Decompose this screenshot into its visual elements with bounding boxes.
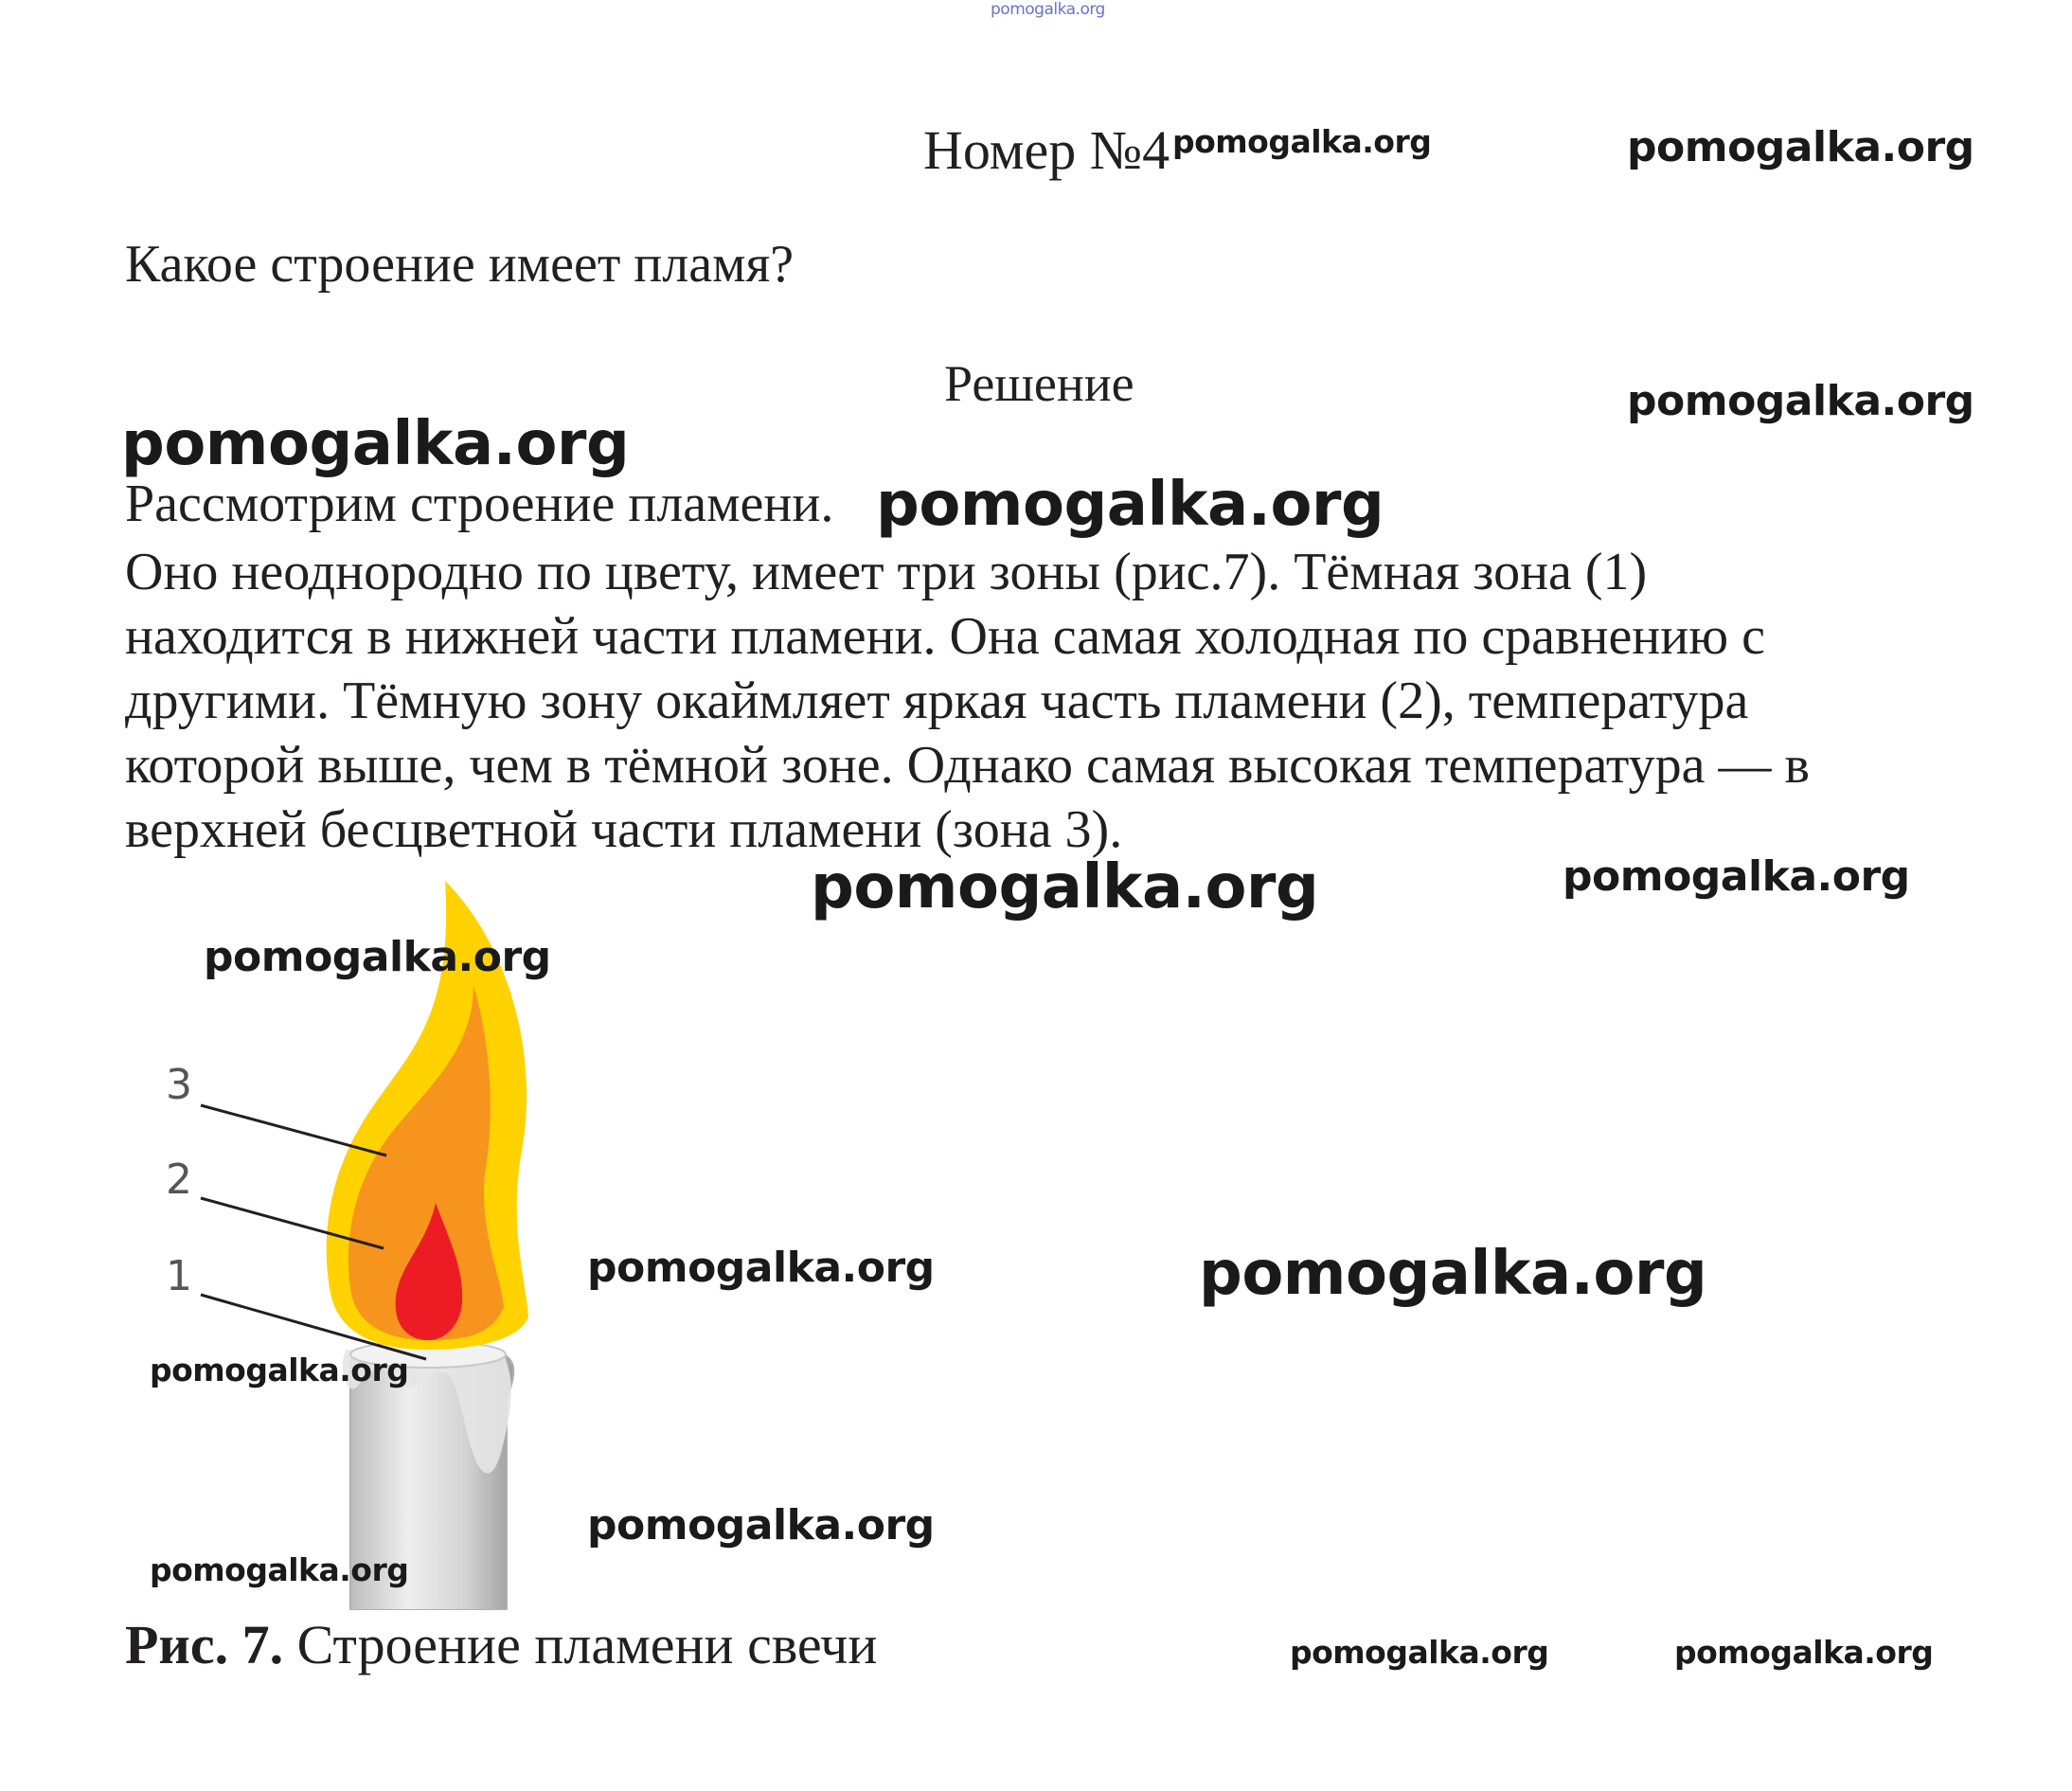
- candle-flame-illustration: [152, 871, 568, 1610]
- watermark-figure-top: pomogalka.org: [204, 933, 551, 981]
- watermark-figure-left-2: pomogalka.org: [150, 1551, 409, 1588]
- solution-title: Решение: [944, 355, 1134, 412]
- watermark-figure-right-2: pomogalka.org: [587, 1501, 935, 1549]
- zone-label-2: 2: [166, 1155, 192, 1204]
- figure-caption: [125, 1613, 877, 1676]
- watermark-figure-right-1: pomogalka.org: [587, 1244, 935, 1292]
- candle-flame-figure: [152, 871, 568, 1610]
- body-line: Оно неоднородно по цвету, имеет три зоны (рис.7). Тёмная зона (1): [125, 543, 1648, 601]
- watermark-bottom-right-1: pomogalka.org: [1290, 1634, 1549, 1671]
- body-line: находится в нижней части пламени. Она самая холодная по сравнению с: [125, 607, 1765, 666]
- watermark-right-mid: pomogalka.org: [1563, 852, 1910, 901]
- body-paragraph: [125, 540, 1981, 862]
- question-text: Какое строение имеет пламя?: [125, 235, 795, 294]
- zone-label-1: 1: [166, 1252, 192, 1300]
- watermark-top: pomogalka.org: [991, 0, 1105, 19]
- watermark-figure-left-1: pomogalka.org: [150, 1352, 409, 1388]
- watermark-header-right: pomogalka.org: [1627, 123, 1974, 171]
- watermark-inline-intro: pomogalka.org: [876, 470, 1384, 540]
- caption-text: Строение пламени свечи: [283, 1614, 878, 1675]
- intro-text: Рассмотрим строение пламени.: [125, 475, 834, 533]
- problem-number-title: Номер №4: [923, 119, 1170, 181]
- watermark-solution-right: pomogalka.org: [1627, 377, 1974, 425]
- body-line: верхней бесцветной части пламени (зона 3).: [125, 800, 1123, 859]
- caption-prefix: Рис. 7.: [125, 1614, 284, 1675]
- watermark-bottom-right-2: pomogalka.org: [1674, 1634, 1934, 1671]
- watermark-header-inline: pomogalka.org: [1172, 123, 1432, 160]
- body-line: которой выше, чем в тёмной зоне. Однако самая высокая температура — в: [125, 736, 1810, 795]
- zone-label-3: 3: [166, 1061, 192, 1109]
- body-line: другими. Тёмную зону окаймляет яркая часть пламени (2), температура: [125, 672, 1749, 730]
- watermark-big-right: pomogalka.org: [1199, 1239, 1707, 1309]
- watermark-left-large: pomogalka.org: [121, 409, 630, 479]
- watermark-center-mid: pomogalka.org: [811, 852, 1319, 922]
